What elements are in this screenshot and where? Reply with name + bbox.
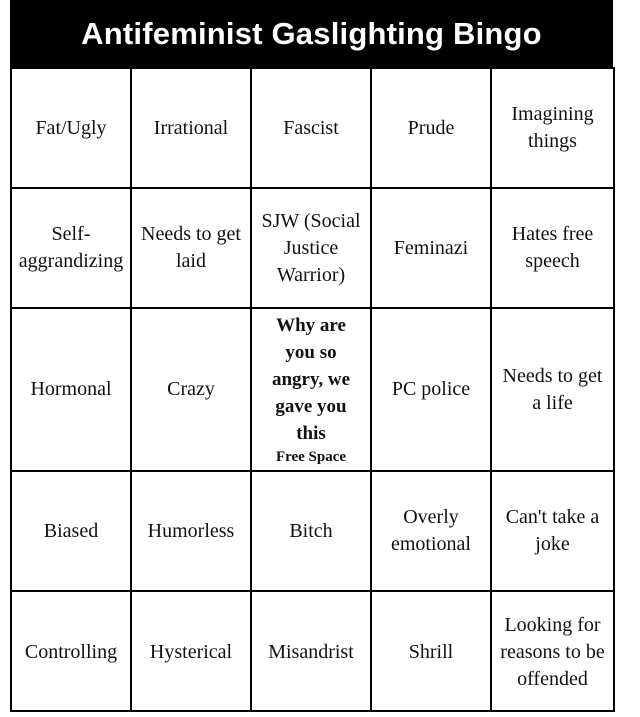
bingo-cell-text: Overly emotional <box>391 506 471 555</box>
bingo-cell-text: Looking for reasons to be offended <box>500 613 605 690</box>
free-space-cell <box>252 307 372 470</box>
bingo-cell-text: Feminazi <box>393 236 469 259</box>
bingo-cell-text: Irrational <box>153 116 229 139</box>
bingo-cell-text: PC police <box>391 378 471 400</box>
bingo-title: Antifeminist Gaslighting Bingo <box>10 0 613 67</box>
bingo-cell-text: Fat/Ugly <box>35 116 107 139</box>
bingo-cell <box>492 187 615 307</box>
bingo-cell-text: Biased <box>43 519 99 542</box>
bingo-cell <box>492 470 615 590</box>
bingo-cell <box>252 590 372 712</box>
bingo-cell <box>12 307 132 470</box>
bingo-cell-text: Needs to get a life <box>502 364 603 414</box>
bingo-cell-text: Fascist <box>283 116 339 139</box>
bingo-cell <box>492 307 615 470</box>
bingo-cell <box>492 67 615 187</box>
bingo-cell-text: Crazy <box>167 378 215 400</box>
bingo-grid <box>10 67 613 712</box>
bingo-cell-text: Hormonal <box>30 378 112 400</box>
bingo-cell <box>12 67 132 187</box>
bingo-cell <box>12 470 132 590</box>
bingo-cell-text: Shrill <box>408 640 454 663</box>
bingo-cell <box>372 307 492 470</box>
bingo-cell <box>132 470 252 590</box>
bingo-cell <box>372 590 492 712</box>
bingo-cell <box>372 187 492 307</box>
bingo-card <box>10 0 613 712</box>
bingo-cell <box>252 187 372 307</box>
bingo-cell-text: Can't take a joke <box>505 506 600 555</box>
bingo-cell-text: Hates free speech <box>511 223 594 272</box>
bingo-cell <box>372 67 492 187</box>
bingo-cell-text: Misandrist <box>268 640 354 663</box>
free-space-text: Why are you so angry, we gave you this <box>271 315 351 444</box>
bingo-cell-text: Hysterical <box>149 640 233 663</box>
bingo-cell <box>372 470 492 590</box>
bingo-cell-text: Controlling <box>24 640 118 663</box>
bingo-cell-text: Needs to get laid <box>141 223 241 272</box>
bingo-cell-text: Bitch <box>289 519 333 542</box>
bingo-cell-text: Imagining things <box>511 103 594 152</box>
bingo-cell-text: Humorless <box>147 519 235 542</box>
bingo-cell-text: Self- aggrandizing <box>18 223 124 272</box>
bingo-cell <box>132 187 252 307</box>
bingo-cell <box>252 470 372 590</box>
bingo-cell <box>12 187 132 307</box>
bingo-cell <box>132 307 252 470</box>
bingo-cell-text: Prude <box>407 116 455 139</box>
bingo-cell <box>132 590 252 712</box>
bingo-cell <box>132 67 252 187</box>
bingo-cell <box>492 590 615 712</box>
bingo-cell <box>252 67 372 187</box>
bingo-cell <box>12 590 132 712</box>
bingo-cell-text: SJW (Social Justice Warrior) <box>261 209 361 286</box>
free-space-label: Free Space <box>275 449 347 465</box>
